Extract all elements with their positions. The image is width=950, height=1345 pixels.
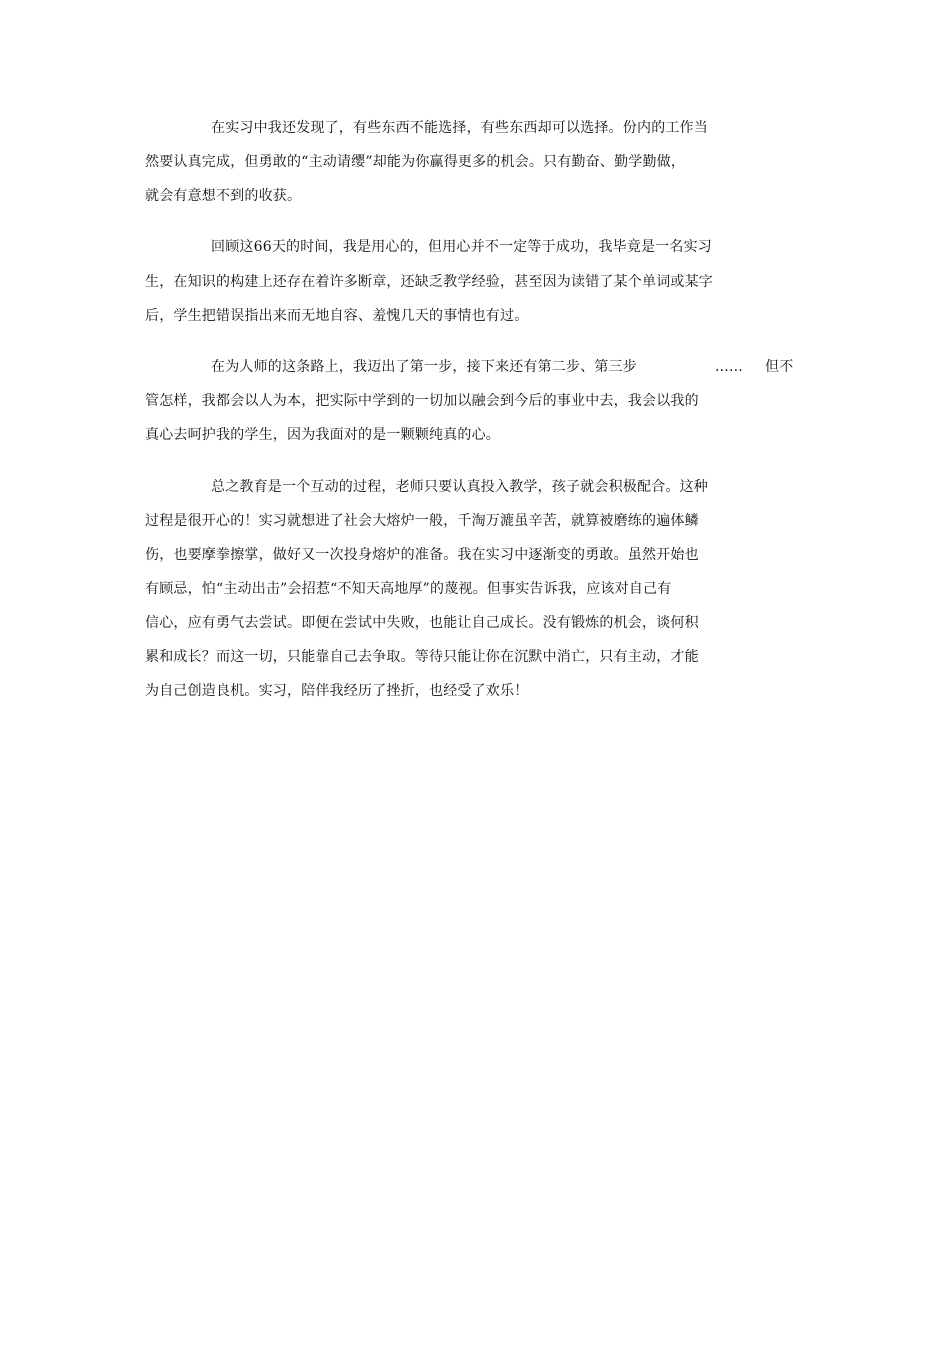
paragraph-line: 累和成长？而这一切，只能靠自己去争取。等待只能让你在沉默中消亡，只有主动，才能 xyxy=(145,649,699,665)
paragraph-line: 过程是很开心的！实习就想进了社会大熔炉一般，千淘万漉虽辛苦，就算被磨练的遍体鳞 xyxy=(145,513,699,529)
line-segment-ellipsis: ...... xyxy=(715,359,743,375)
paragraph-line: 然要认真完成，但勇敢的“主动请缨”却能为你赢得更多的机会。只有勤奋、勤学勤做， xyxy=(145,154,686,170)
paragraph-line: 为自己创造良机。实习，陪伴我经历了挫折，也经受了欢乐！ xyxy=(145,683,529,699)
paragraph-line: 总之教育是一个互动的过程，老师只要认真投入教学，孩子就会积极配合。这种 xyxy=(211,479,708,495)
paragraph-line: 生，在知识的构建上还存在着许多断章，还缺乏教学经验，甚至因为读错了某个单词或某字 xyxy=(145,274,713,290)
paragraph-line: 在实习中我还发现了，有些东西不能选择，有些东西却可以选择。份内的工作当 xyxy=(211,120,708,136)
paragraph-line: 回顾这66天的时间，我是用心的，但用心并不一定等于成功，我毕竟是一名实习 xyxy=(211,239,713,255)
paragraph-line: 信心，应有勇气去尝试。即便在尝试中失败，也能让自己成长。没有锻炼的机会，谈何积 xyxy=(145,615,699,631)
paragraph-line: 伤，也要摩拳擦掌，做好又一次投身熔炉的准备。我在实习中逐渐变的勇敢。虽然开始也 xyxy=(145,547,699,563)
paragraph-line: 管怎样，我都会以人为本，把实际中学到的一切加以融会到今后的事业中去，我会以我的 xyxy=(145,393,699,409)
paragraph-first-line xyxy=(211,358,811,376)
paragraph-line: 有顾忌，怕“主动出击”会招惹“不知天高地厚”的蔑视。但事实告诉我，应该对自己有 xyxy=(145,581,672,597)
paragraph-line: 就会有意想不到的收获。 xyxy=(145,188,302,204)
paragraph-line: 真心去呵护我的学生，因为我面对的是一颗颗纯真的心。 xyxy=(145,427,500,443)
line-segment-text: 但不 xyxy=(765,359,794,375)
line-segment-text: 在为人师的这条路上，我迈出了第一步，接下来还有第二步、第三步 xyxy=(211,359,637,375)
paragraph-line: 后，学生把错误指出来而无地自容、羞愧几天的事情也有过。 xyxy=(145,308,529,324)
